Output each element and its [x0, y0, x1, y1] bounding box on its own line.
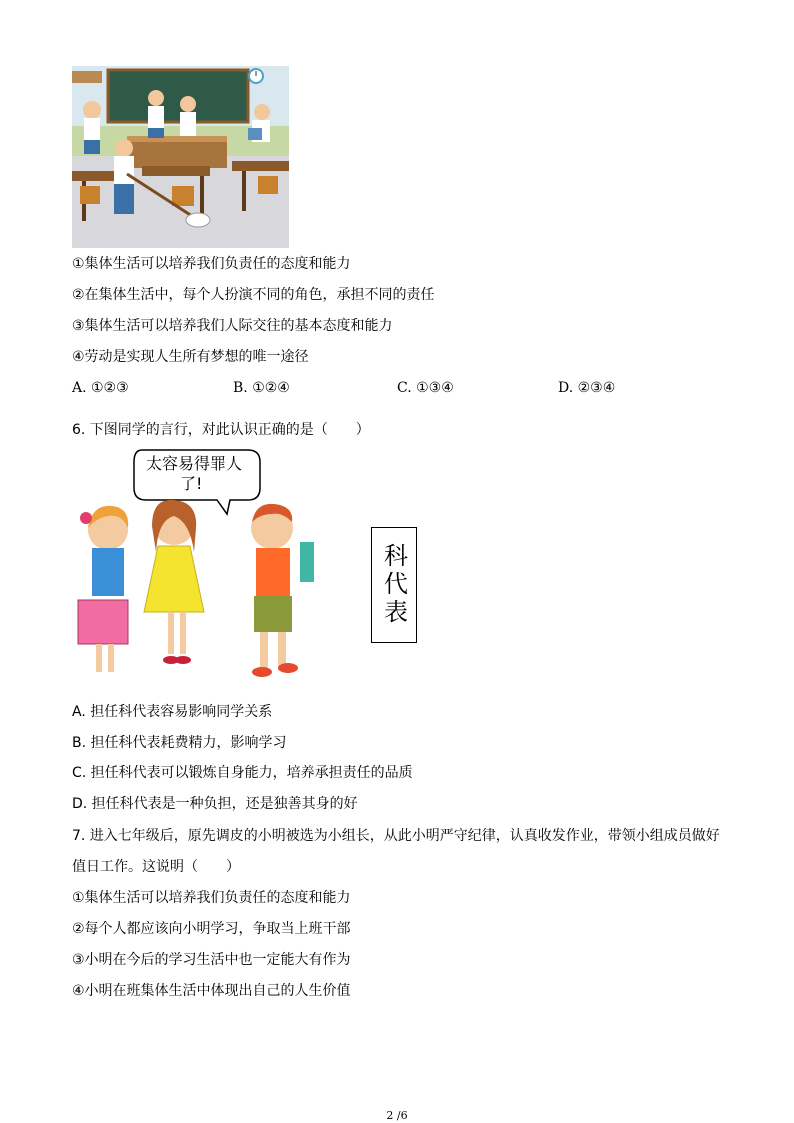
- q5-option-a: A. ①②③: [72, 380, 129, 396]
- q7-statement-1: ①集体生活可以培养我们负责任的态度和能力: [72, 890, 351, 906]
- q6-option-d: D. 担任科代表是一种负担，还是独善其身的好: [72, 796, 358, 812]
- q7-statement-4: ④小明在班集体生活中体现出自己的人生价值: [72, 983, 351, 999]
- q6-stem: 6. 下图同学的言行，对此认识正确的是（ ）: [72, 422, 370, 438]
- q5-option-d: D. ②③④: [558, 380, 616, 396]
- q6-option-b: B. 担任科代表耗费精力，影响学习: [72, 735, 287, 751]
- q6-option-a: A. 担任科代表容易影响同学关系: [72, 704, 273, 720]
- q7-stem-line-1: 7. 进入七年级后，原先调皮的小明被选为小组长，从此小明严守纪律，认真收发作业，带领小组成员做好: [72, 828, 720, 844]
- q5-statement-1: ①集体生活可以培养我们负责任的态度和能力: [72, 256, 351, 272]
- q6-option-c: C. 担任科代表可以锻炼自身能力，培养承担责任的品质: [72, 765, 413, 781]
- page-number: 2 /6: [386, 1109, 408, 1122]
- q5-statement-2: ②在集体生活中，每个人扮演不同的角色，承担不同的责任: [72, 287, 435, 303]
- speech-bubble-line-1: 太容易得罪人: [146, 454, 243, 473]
- sign-text: 科代表: [379, 543, 408, 627]
- classroom-cleaning-illustration: [72, 66, 289, 248]
- q5-statement-4: ④劳动是实现人生所有梦想的唯一途径: [72, 349, 309, 365]
- subject-representative-sign: [371, 527, 417, 643]
- q7-statement-2: ②每个人都应该向小明学习，争取当上班干部: [72, 921, 351, 937]
- q7-statement-3: ③小明在今后的学习生活中也一定能大有作为: [72, 952, 351, 968]
- q5-statement-3: ③集体生活可以培养我们人际交往的基本态度和能力: [72, 318, 393, 334]
- q5-option-b: B. ①②④: [233, 380, 290, 396]
- speech-bubble-line-2: 了!: [180, 474, 203, 493]
- q5-option-c: C. ①③④: [397, 380, 454, 396]
- q7-stem-line-2: 值日工作。这说明（ ）: [72, 859, 240, 875]
